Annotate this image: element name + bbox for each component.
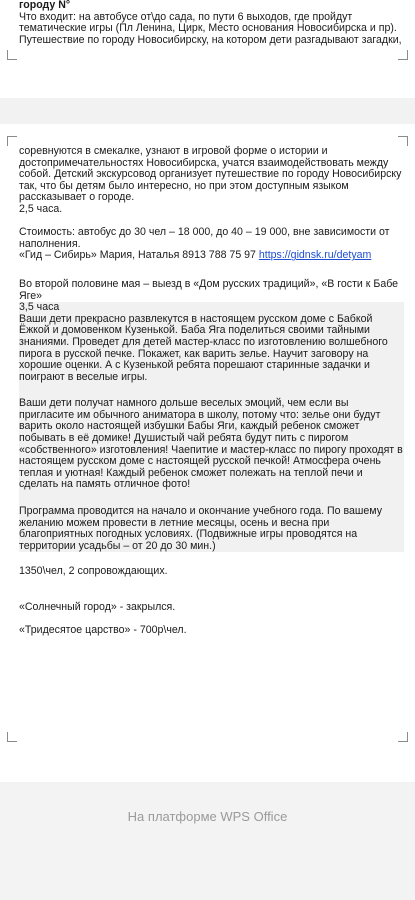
page1-line-1: Что входит: на автобусе от\до сада, по пути 6 выходов, где пройдут тематические игры (Пл Ленина, Цирк, Место основания Новосибирска и пр).	[19, 10, 397, 35]
guide-contact	[19, 250, 404, 262]
crop-mark-bottom-left	[7, 50, 17, 60]
crop-mark-top-right	[398, 136, 408, 146]
crop-mark-top-left	[7, 136, 17, 146]
wps-footer	[0, 782, 415, 900]
page1-text-block	[19, 0, 404, 46]
page1-line-2: Путешествие по городу Новосибирску, на котором дети разгадывают загадки,	[19, 33, 402, 46]
price-info: 1350\чел, 2 сопровождающих.	[19, 565, 168, 578]
baba-yaga-description: Ваши дети прекрасно развлекутся в настоящем русском доме с Бабкой Ёжкой и домовенком Кузенькой. Баба Яга поделиться своими тайными знаниями. Проведет для детей мастер-класс по изготовлению волшебного пирога в русской печке. Покажет, как варить зелье. Научит заговору на хорошие оценки. А с Кузенькой ребята порешают старинные задачки и поиграют в веселые игры.	[19, 312, 388, 383]
spacer	[19, 614, 404, 625]
guide-contact-text: «Гид – Сибирь» Мария, Наталья 8913 788 75 97	[19, 249, 259, 262]
page1-heading: городу N°	[19, 0, 71, 11]
sunny-city-status: «Солнечный город» - закрылся.	[19, 601, 176, 613]
emotions-description: Ваши дети получат намного дольше веселых эмоций, чем если вы пригласите им обычного аниматора в школу, потому что: зелье они будут варить около настоящей избушки Бабы Яги, каждый ребенок сможет побывать в её домике! Душистый чай ребята будут пить с пирогом «собственного» изготовления! Чаепитие и мастер-класс по пирогу проходят в настоящем русском доме с настоящей русской печкой! Атмосфера очень теплая и уютная! Каждый ребенок сможет полежать на теплой печи и сделать на память отличное фото!	[19, 397, 403, 491]
document-page-1	[0, 0, 415, 98]
spacer	[19, 578, 404, 602]
page2-text-block	[19, 146, 404, 636]
crop-mark-bottom-left	[7, 732, 17, 742]
guide-link[interactable]: https://gidnsk.ru/detyam	[258, 249, 372, 262]
spacer	[19, 383, 404, 398]
spacer	[19, 491, 404, 506]
spacer	[19, 552, 404, 566]
crop-mark-bottom-right	[398, 732, 408, 742]
platform-label: На платформе WPS Office	[127, 809, 288, 824]
crop-mark-bottom-right	[398, 50, 408, 60]
spacer	[19, 262, 404, 279]
may-trip: Во второй половине мая – выезд в «Дом русских традиций», «В гости к Бабе Яге»	[19, 277, 399, 302]
schedule-description: Программа проводится на начало и окончание учебного года. По вашему желанию можем провести в летние месяцы, осень и весна при благоприятных погодных условиях. (Подвижные игры проводятся на территории усадьбы – от 20 до 30 мин.)	[19, 505, 383, 552]
excursion-description: соревнуются в смекалке, узнают в игровой форме о истории и достопримечательностях Новосибирска, учатся взаимодействовать между собой. Детский экскурсовод организует путешествие по городу Новосибирску так, что бы детям было интересно, но при этом доступным языком рассказывает о городе.	[19, 145, 402, 204]
document-page-2	[0, 124, 415, 782]
may-trip-duration: 3,5 часа	[19, 301, 60, 314]
excursion-duration: 2,5 часа.	[19, 202, 63, 215]
page-gap	[0, 98, 415, 124]
excursion-cost: Стоимость: автобус до 30 чел – 18 000, до 40 – 19 000, вне зависимости от наполнения.	[19, 226, 390, 250]
shaded-section	[19, 302, 404, 552]
kingdom-price: «Тридесятое царство» - 700р\чел.	[19, 623, 187, 636]
